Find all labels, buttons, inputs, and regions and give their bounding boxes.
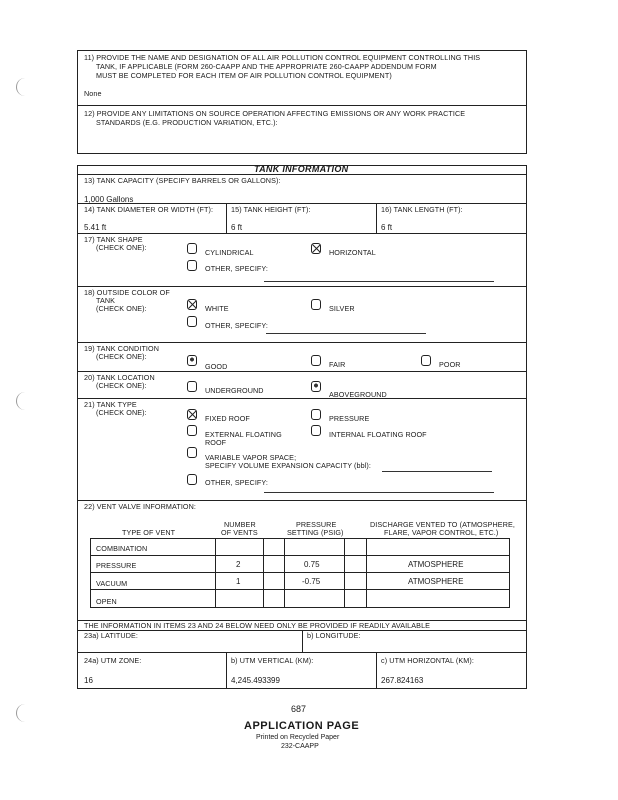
divider-24a-b bbox=[226, 652, 227, 689]
footer-title: APPLICATION PAGE bbox=[244, 720, 360, 732]
item-15-value: 6 ft bbox=[231, 223, 243, 232]
divider-23 bbox=[77, 652, 527, 653]
type-other-label: OTHER, SPECIFY: bbox=[205, 478, 269, 487]
item-21-sub: (CHECK ONE): bbox=[96, 408, 147, 417]
item-18-label: 18) OUTSIDE COLOR OF bbox=[84, 288, 170, 297]
pressure-checkbox[interactable] bbox=[311, 409, 321, 420]
vent-header-number-1: NUMBER bbox=[224, 520, 256, 529]
divider-24b-c bbox=[376, 652, 377, 689]
tank-info-title: TANK INFORMATION bbox=[254, 164, 349, 174]
divider-14 bbox=[77, 233, 527, 234]
item-16-value: 6 ft bbox=[381, 223, 393, 232]
item-19-sub: (CHECK ONE): bbox=[96, 352, 147, 361]
page-number: 687 bbox=[291, 704, 307, 714]
item-18-sub1: TANK bbox=[96, 296, 116, 305]
external-floating-label-1: EXTERNAL FLOATING bbox=[205, 430, 282, 439]
type-other-line bbox=[264, 492, 494, 493]
item-19-label: 19) TANK CONDITION bbox=[84, 344, 160, 353]
external-floating-checkbox[interactable] bbox=[187, 425, 197, 436]
vent-row-2-pressure: -0.75 bbox=[302, 577, 321, 586]
item-24c-value: 267.824163 bbox=[381, 676, 424, 685]
shape-other-line bbox=[264, 281, 494, 282]
scan-mark-top bbox=[16, 78, 27, 96]
silver-checkbox[interactable] bbox=[311, 299, 321, 310]
divider-11-12 bbox=[77, 105, 527, 106]
vent-header-pressure-1: PRESSURE bbox=[296, 520, 337, 529]
item-15-label: 15) TANK HEIGHT (FT): bbox=[231, 205, 311, 214]
white-label: WHITE bbox=[205, 304, 229, 313]
variable-vapor-checkbox[interactable] bbox=[187, 447, 197, 458]
item-14-value: 5.41 ft bbox=[84, 223, 107, 232]
vent-col-2 bbox=[263, 538, 264, 608]
divider-17 bbox=[77, 286, 527, 287]
horizontal-checkbox[interactable] bbox=[311, 243, 321, 254]
scan-mark-middle bbox=[16, 392, 27, 410]
variable-vapor-label: VARIABLE VAPOR SPACE; bbox=[205, 453, 297, 462]
item-24b-value: 4,245.493399 bbox=[231, 676, 280, 685]
good-checkbox[interactable] bbox=[187, 355, 197, 366]
item-12-line-1: 12) PROVIDE ANY LIMITATIONS ON SOURCE OPERATION AFFECTING EMISSIONS OR ANY WORK PRACTICE bbox=[84, 109, 466, 118]
item-14-label: 14) TANK DIAMETER OR WIDTH (FT): bbox=[84, 205, 214, 214]
item-18-sub2: (CHECK ONE): bbox=[96, 304, 147, 313]
items-note: THE INFORMATION IN ITEMS 23 AND 24 BELOW NEED ONLY BE PROVIDED IF READILY AVAILABLE bbox=[84, 621, 431, 630]
item-11-line-2: TANK, IF APPLICABLE (FORM 260-CAAPP AND THE APPROPRIATE 260-CAAPP ADDENDUM FORM bbox=[96, 62, 437, 71]
item-17-label: 17) TANK SHAPE bbox=[84, 235, 143, 244]
footer-printed: Printed on Recycled Paper bbox=[256, 734, 340, 741]
fair-checkbox[interactable] bbox=[311, 355, 321, 366]
external-floating-label-2: ROOF bbox=[205, 438, 227, 447]
fair-label: FAIR bbox=[329, 360, 346, 369]
item-11-line-1: 11) PROVIDE THE NAME AND DESIGNATION OF ALL AIR POLLUTION CONTROL EQUIPMENT CONTROLLING THIS bbox=[84, 53, 481, 62]
scan-mark-bottom bbox=[16, 704, 27, 722]
item-13-value: 1,000 Gallons bbox=[84, 195, 134, 204]
cylindrical-checkbox[interactable] bbox=[187, 243, 197, 254]
item-17-sub: (CHECK ONE): bbox=[96, 243, 147, 252]
color-other-label: OTHER, SPECIFY: bbox=[205, 321, 269, 330]
vent-row-1-discharge: ATMOSPHERE bbox=[408, 560, 464, 569]
item-13-label: 13) TANK CAPACITY (SPECIFY BARRELS OR GALLONS): bbox=[84, 176, 281, 185]
item-24a-value: 16 bbox=[84, 676, 93, 685]
vent-row-2-number: 1 bbox=[236, 577, 241, 586]
vent-col-3 bbox=[284, 538, 285, 608]
item-21-label: 21) TANK TYPE bbox=[84, 400, 137, 409]
vent-col-4 bbox=[344, 538, 345, 608]
divider-18 bbox=[77, 342, 527, 343]
title-underline bbox=[77, 174, 527, 175]
item-22-label: 22) VENT VALVE INFORMATION: bbox=[84, 502, 196, 511]
vent-row-1-type: PRESSURE bbox=[96, 561, 137, 570]
aboveground-label: ABOVEGROUND bbox=[329, 390, 387, 399]
poor-checkbox[interactable] bbox=[421, 355, 431, 366]
color-other-checkbox[interactable] bbox=[187, 316, 197, 327]
vent-row-1-number: 2 bbox=[236, 560, 241, 569]
vent-row-2-type: VACUUM bbox=[96, 579, 128, 588]
divider-23a-b bbox=[302, 630, 303, 652]
vent-header-discharge-1: DISCHARGE VENTED TO (ATMOSPHERE, bbox=[370, 520, 515, 529]
underground-checkbox[interactable] bbox=[187, 381, 197, 392]
pressure-label: PRESSURE bbox=[329, 414, 370, 423]
item-24a-label: 24a) UTM ZONE: bbox=[84, 656, 142, 665]
item-11-value: None bbox=[84, 89, 102, 98]
item-24c-label: c) UTM HORIZONTAL (KM): bbox=[381, 656, 474, 665]
internal-floating-label: INTERNAL FLOATING ROOF bbox=[329, 430, 427, 439]
item-16-label: 16) TANK LENGTH (FT): bbox=[381, 205, 463, 214]
type-other-checkbox[interactable] bbox=[187, 474, 197, 485]
internal-floating-checkbox[interactable] bbox=[311, 425, 321, 436]
fixed-roof-checkbox[interactable] bbox=[187, 409, 197, 420]
item-20-label: 20) TANK LOCATION bbox=[84, 373, 155, 382]
divider-13 bbox=[77, 203, 527, 204]
divider-19 bbox=[77, 371, 527, 372]
item-20-sub: (CHECK ONE): bbox=[96, 381, 147, 390]
vent-row-line-2 bbox=[90, 572, 510, 573]
item-23b-label: b) LONGITUDE: bbox=[307, 631, 361, 640]
poor-label: POOR bbox=[439, 360, 461, 369]
cylindrical-label: CYLINDRICAL bbox=[205, 248, 254, 257]
shape-other-label: OTHER, SPECIFY: bbox=[205, 264, 269, 273]
vent-col-1 bbox=[215, 538, 216, 608]
underground-label: UNDERGROUND bbox=[205, 386, 264, 395]
vent-row-line-1 bbox=[90, 555, 510, 556]
divider-20 bbox=[77, 398, 527, 399]
vent-row-3-type: OPEN bbox=[96, 597, 117, 606]
variable-vapor-label-2: SPECIFY VOLUME EXPANSION CAPACITY (bbl): bbox=[205, 461, 372, 470]
vent-row-0-type: COMBINATION bbox=[96, 544, 148, 553]
vent-row-1-pressure: 0.75 bbox=[304, 560, 320, 569]
vent-row-2-discharge: ATMOSPHERE bbox=[408, 577, 464, 586]
divider-14-15 bbox=[226, 203, 227, 233]
silver-label: SILVER bbox=[329, 304, 355, 313]
item-11-line-3: MUST BE COMPLETED FOR EACH ITEM OF AIR POLLUTION CONTROL EQUIPMENT) bbox=[96, 71, 392, 80]
good-label: GOOD bbox=[205, 362, 228, 371]
vent-header-type: TYPE OF VENT bbox=[122, 528, 176, 537]
variable-vapor-line bbox=[382, 471, 492, 472]
white-checkbox[interactable] bbox=[187, 299, 197, 310]
footer-form-id: 232-CAAPP bbox=[281, 743, 319, 750]
vent-row-line-3 bbox=[90, 589, 510, 590]
divider-15-16 bbox=[376, 203, 377, 233]
color-other-line bbox=[266, 333, 426, 334]
horizontal-label: HORIZONTAL bbox=[329, 248, 376, 257]
divider-21 bbox=[77, 500, 527, 501]
fixed-roof-label: FIXED ROOF bbox=[205, 414, 250, 423]
vent-table bbox=[90, 538, 510, 608]
aboveground-checkbox[interactable] bbox=[311, 381, 321, 392]
vent-col-5 bbox=[366, 538, 367, 608]
vent-header-discharge-2: FLARE, VAPOR CONTROL, ETC.) bbox=[384, 528, 499, 537]
item-23a-label: 23a) LATITUDE: bbox=[84, 631, 138, 640]
vent-header-number-2: OF VENTS bbox=[221, 528, 258, 537]
item-24b-label: b) UTM VERTICAL (KM): bbox=[231, 656, 314, 665]
item-12-line-2: STANDARDS (E.G. PRODUCTION VARIATION, ETC.): bbox=[96, 118, 278, 127]
vent-header-pressure-2: SETTING (PSIG) bbox=[287, 528, 344, 537]
shape-other-checkbox[interactable] bbox=[187, 260, 197, 271]
